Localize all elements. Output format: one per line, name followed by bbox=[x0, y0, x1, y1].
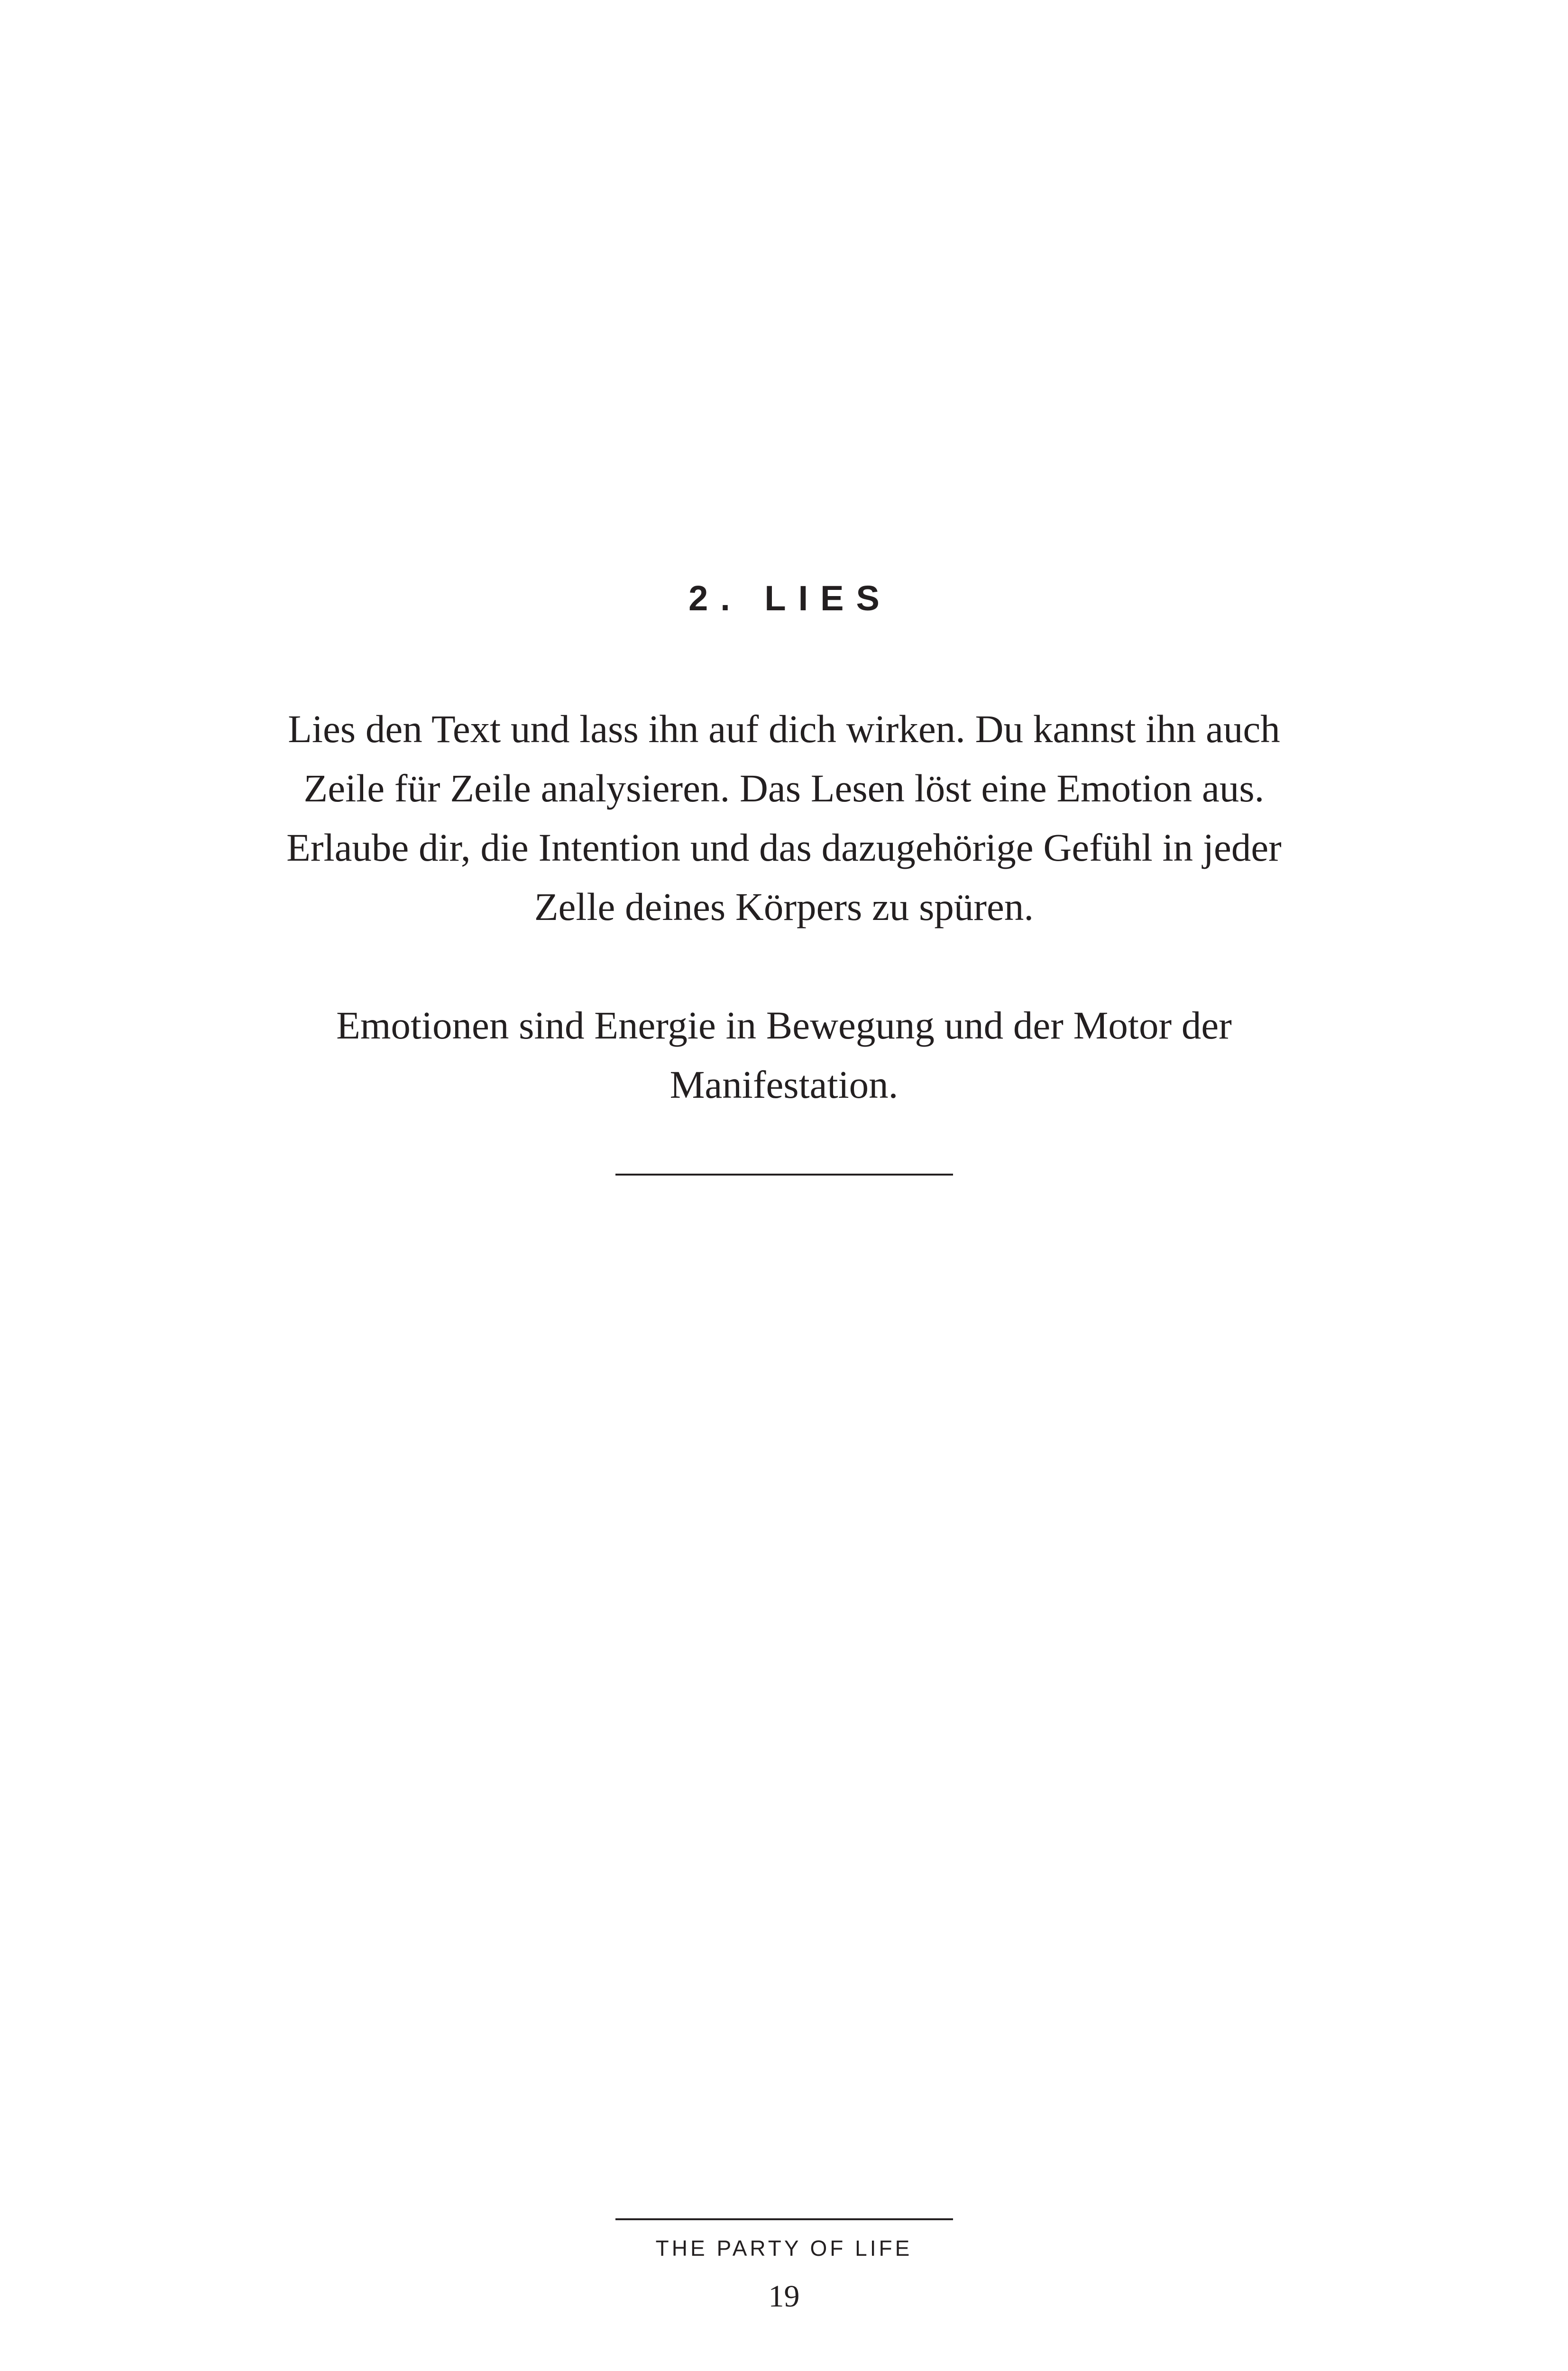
footer-divider bbox=[615, 2218, 953, 2220]
body-paragraph-2 bbox=[209, 996, 1359, 1114]
section-divider bbox=[615, 1174, 953, 1176]
text-line: Lies den Text und lass ihn auf dich wirken. Du kannst ihn auch bbox=[288, 707, 1280, 751]
text-line: Erlaube dir, die Intention und das dazugehörige Gefühl in jeder bbox=[286, 826, 1282, 869]
text-line: Manifestation. bbox=[669, 1063, 899, 1106]
text-line: Emotionen sind Energie in Bewegung und der Motor der bbox=[336, 1003, 1232, 1047]
text-line: Zeile für Zeile analysieren. Das Lesen löst eine Emotion aus. bbox=[303, 766, 1265, 810]
text-line: Zelle deines Körpers zu spüren. bbox=[534, 885, 1034, 928]
section-heading: 2. LIES bbox=[688, 579, 892, 618]
body-paragraph-1 bbox=[209, 699, 1359, 937]
running-footer-title: THE PARTY OF LIFE bbox=[655, 2236, 913, 2261]
page-number: 19 bbox=[768, 2279, 800, 2314]
